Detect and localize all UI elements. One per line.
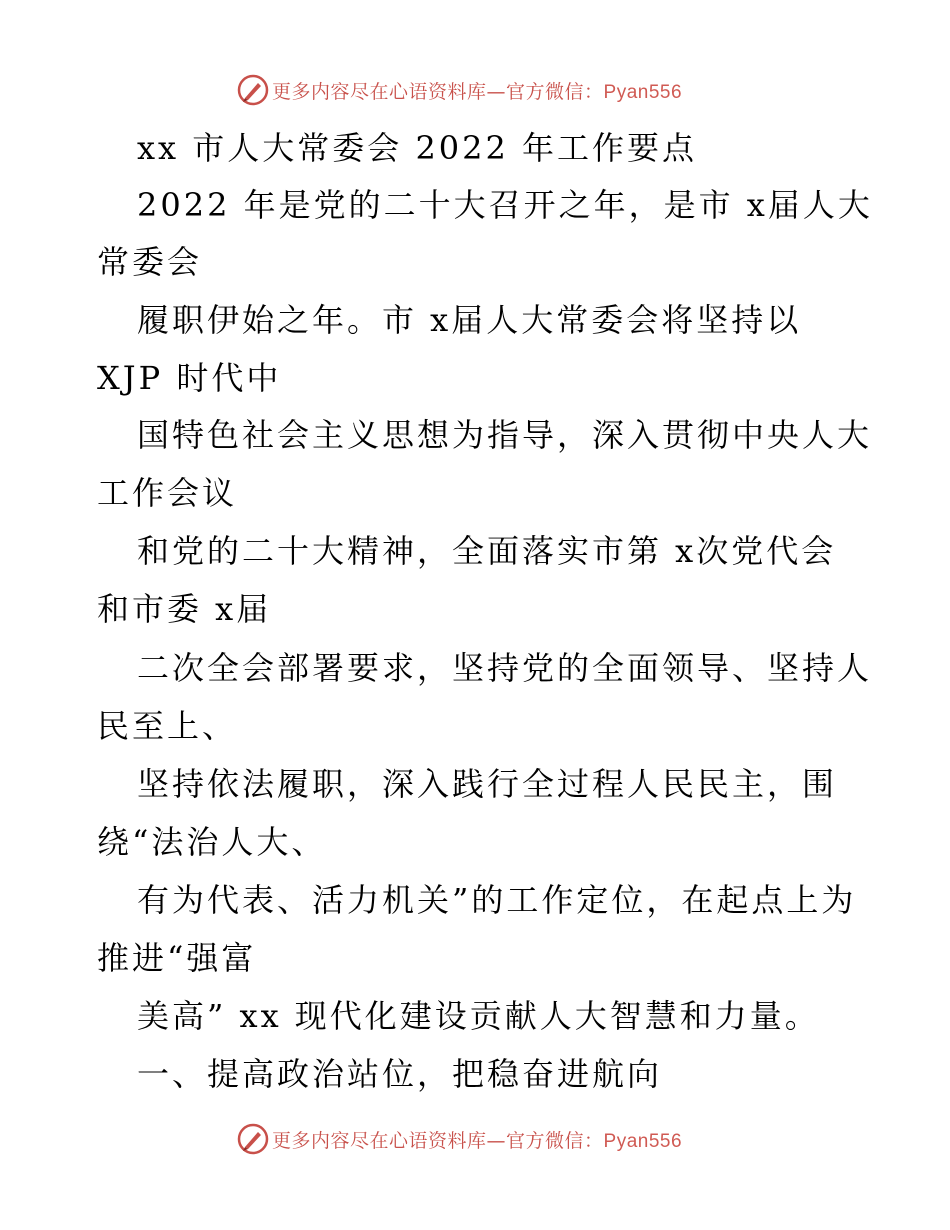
- watermark-text: 更多内容尽在心语资料库—官方微信：Pyan556: [272, 1129, 683, 1152]
- pen-logo-icon: [236, 73, 270, 107]
- watermark-text: 更多内容尽在心语资料库—官方微信：Pyan556: [272, 80, 683, 103]
- paragraph-line: 推进“强富: [97, 939, 257, 977]
- paragraph-line: 常委会: [97, 243, 203, 281]
- paragraph-line: 国特色社会主义思想为指导，深入贯彻中央人大: [137, 416, 873, 454]
- paragraph-line: 有为代表、活力机关”的工作定位，在起点上为: [137, 881, 857, 919]
- paragraph-line: XJP 时代中: [97, 359, 282, 397]
- paragraph-line: 二次全会部署要求，坚持党的全面领导、坚持人: [137, 649, 873, 687]
- paragraph-line: 2022 年是党的二十大召开之年，是市 x届人大: [137, 186, 873, 224]
- paragraph-line: 履职伊始之年。市 x届人大常委会将坚持以: [137, 301, 802, 339]
- watermark-footer: [236, 1121, 682, 1157]
- pen-logo-icon: [236, 1122, 270, 1156]
- paragraph-line: 和市委 x届: [97, 590, 272, 628]
- paragraph-line: 工作会议: [97, 474, 238, 512]
- watermark-header: [236, 72, 682, 108]
- paragraph-line: 民至上、: [97, 707, 238, 745]
- document-title: xx 市人大常委会 2022 年工作要点: [137, 129, 698, 167]
- paragraph-line: 和党的二十大精神，全面落实市第 x次党代会: [137, 532, 837, 570]
- watermark-account: Pyan556: [603, 1130, 683, 1152]
- section-heading: 一、提高政治站位，把稳奋进航向: [137, 1055, 663, 1093]
- paragraph-line: 美高” xx 现代化建设贡献人大智慧和力量。: [137, 997, 820, 1035]
- paragraph-line: 绕“法治人大、: [97, 823, 327, 861]
- watermark-account: Pyan556: [603, 81, 683, 103]
- paragraph-line: 坚持依法履职，深入践行全过程人民民主，围: [137, 765, 838, 803]
